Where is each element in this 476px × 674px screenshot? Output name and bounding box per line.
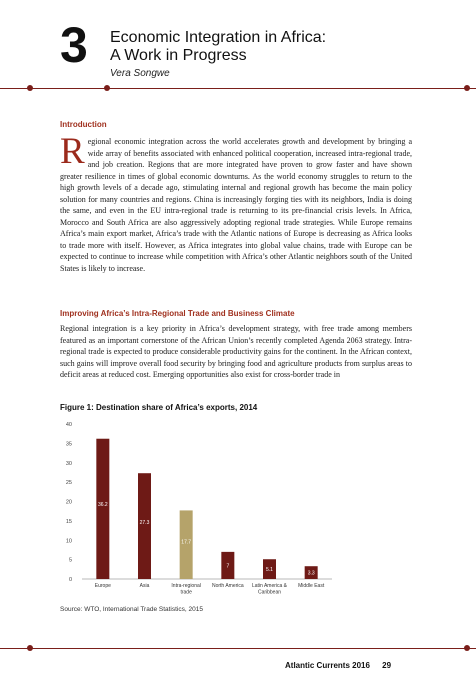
x-tick-label: Middle East <box>298 583 325 589</box>
y-tick-label: 25 <box>65 480 72 487</box>
y-tick-label: 15 <box>65 518 72 525</box>
author-name: Vera Songwe <box>110 68 170 79</box>
trade-paragraph: Regional integration is a key priority in Africa’s development strategy, with free trade among members featured as an important cornerstone of the African Union’s recently completed Agenda 2063 strategy. Intra-regional trade is expected to produce considerable productivity gains for the continent. In the African context, such gains will improve overall food security by bringing food and agriculture products from surplus areas to deficit areas at reduced cost. Emerging opportunities also exist for cross-border trade in <box>60 324 412 379</box>
x-tick-label: North America <box>211 583 244 589</box>
rule-dot-mid <box>104 85 110 91</box>
header-rule <box>0 88 476 89</box>
x-tick-label: trade <box>180 589 192 596</box>
bar <box>96 439 109 579</box>
chapter-title <box>110 29 410 65</box>
chapter-title-line1: Economic Integration in Africa: <box>110 29 327 46</box>
y-axis <box>66 422 72 583</box>
x-axis-labels <box>95 583 325 596</box>
footer-dot-right <box>464 645 470 651</box>
chapter-number: 3 <box>60 17 88 73</box>
bar-value-label: 36.2 <box>97 502 108 509</box>
trade-heading: Improving Africa’s Intra-Regional Trade and Business Climate <box>60 309 295 318</box>
intro-paragraph <box>60 131 412 274</box>
footer-dot-left <box>27 645 33 651</box>
intro-heading: Introduction <box>60 120 107 129</box>
y-tick-label: 0 <box>68 577 72 583</box>
y-tick-label: 30 <box>65 460 72 467</box>
bar <box>138 473 151 579</box>
figure-source: Source: WTO, International Trade Statistics, 2015 <box>60 606 203 613</box>
y-tick-label: 10 <box>65 538 72 545</box>
x-tick-label: Latin America & <box>251 583 288 589</box>
chapter-title-line2: A Work in Progress <box>110 47 247 64</box>
page-number: 29 <box>382 661 392 670</box>
bars-group <box>96 439 317 579</box>
bar-value-label: 3.3 <box>307 570 315 577</box>
y-tick-label: 5 <box>68 557 72 564</box>
drop-cap: R <box>60 131 85 172</box>
figure-title: Figure 1: Destination share of Africa’s exports, 2014 <box>60 403 258 412</box>
x-tick-label: Europe <box>94 583 111 589</box>
footer <box>285 661 391 670</box>
rule-dot-right <box>464 85 470 91</box>
y-tick-label: 35 <box>65 441 72 448</box>
rule-dot-left <box>27 85 33 91</box>
x-tick-label: Asia <box>139 583 150 589</box>
bar-value-label: 5.1 <box>266 567 273 574</box>
intro-text: egional economic integration across the world accelerates growth and development by bringing a wide array of benefits associated with enhanced political cooperation, increased intra-regional trade, and job creation. Regions that are more integrated have proven to grow faster and have shown greater resilience in times of global economic downturns. As the world economy struggles to return to the high growth levels of a decade ago, stimulating internal and regional growth has become the main policy solution for many countries and regions. China is increasingly forging ties with its neighbors, India is doing the same, and even in the EU intra-regional trade is returning to its pre-financial crisis levels. In Africa, Morocco and South Africa are also aggressively adopting regional trade strategies. While Europe remains Africa’s main export market, Africa’s trade with the Atlantic nations of Europe is decreasing as Africa looks to trade more with itself. However, as Africa integrates into global value chains, trade with Europe can be expected to continue to increase while competition with Africa’s other Atlantic neighbors south of the United States is likely to increase. <box>60 137 412 273</box>
x-tick-label: Caribbean <box>257 589 282 596</box>
bar-value-label: 17.7 <box>181 539 192 546</box>
bar-value-label: 7 <box>226 563 230 570</box>
publication-name: Atlantic Currents 2016 <box>285 661 370 670</box>
x-tick-label: Intra-regional <box>171 583 201 589</box>
exports-bar-chart <box>60 418 340 603</box>
y-tick-label: 20 <box>65 499 72 506</box>
bar-value-label: 27.3 <box>139 519 150 526</box>
footer-rule <box>0 648 476 649</box>
y-tick-label: 40 <box>65 422 72 428</box>
